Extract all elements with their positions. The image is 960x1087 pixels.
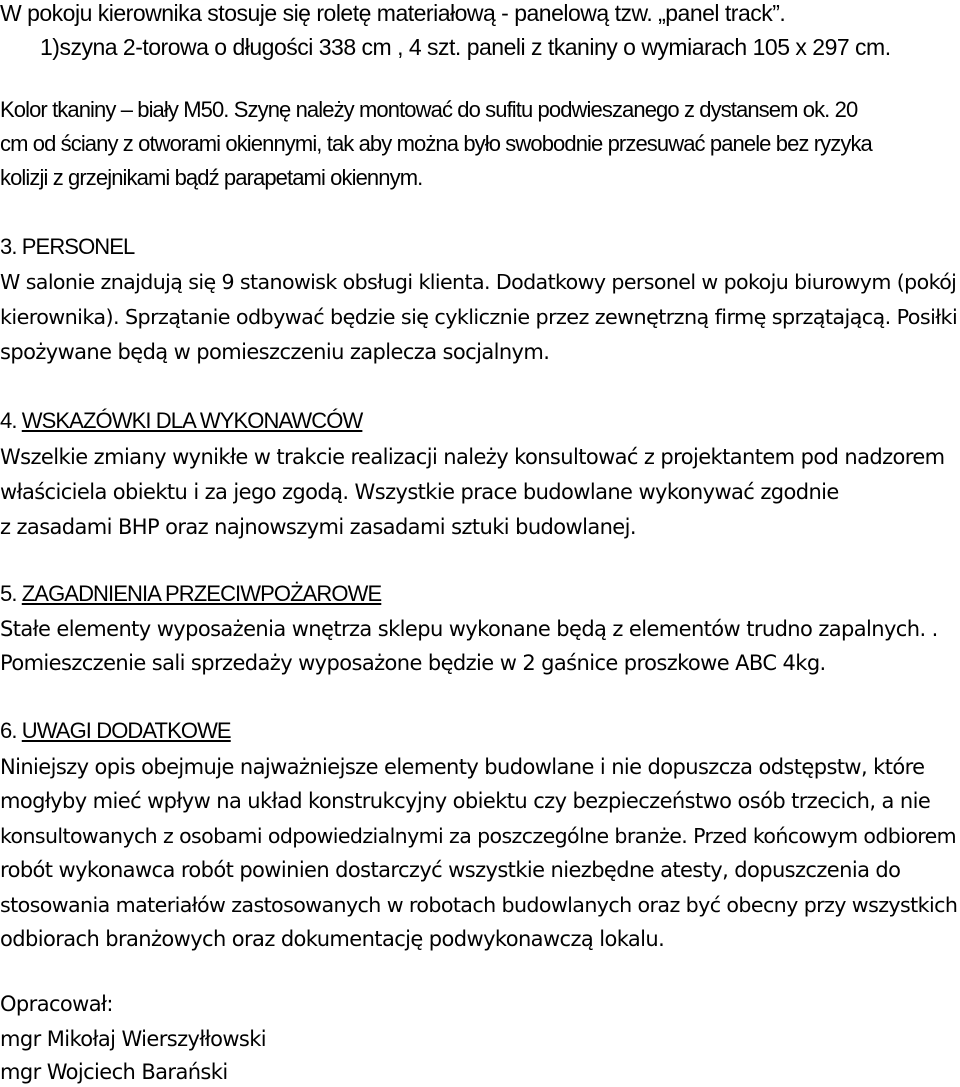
section-5-title: ZAGADNIENIA PRZECIWPOŻAROWE — [21, 581, 382, 606]
section-6-line-5: stosowania materiałów zastosowanych w robotach budowlanych oraz być obecny przy wszystkich — [0, 893, 958, 917]
section-6-line-4: robót wykonawca robót powinien dostarczyć wszystkie niezbędne atesty, dopuszczenia do — [0, 858, 901, 882]
section-6-line-1: Niniejszy opis obejmuje najważniejsze elementy budowlane i nie dopuszcza odstępstw, które — [0, 755, 925, 779]
signature-author-2: mgr Wojciech Barański — [0, 1060, 228, 1084]
section-6-heading — [0, 720, 231, 742]
section-3-number: 3. — [0, 234, 22, 259]
signature-author-1: mgr Mikołaj Wierszyłłowski — [0, 1027, 267, 1051]
section-3-heading — [0, 236, 134, 258]
section-4-line-1: Wszelkie zmiany wynikłe w trakcie realizacji należy konsultować z projektantem pod nadzorem — [0, 445, 945, 469]
section-5-number: 5. — [0, 581, 22, 606]
section-6-title: UWAGI DODATKOWE — [21, 718, 231, 743]
kolor-line-3: kolizji z grzejnikami bądź parapetami okiennym. — [0, 165, 423, 190]
section-6-line-3: konsultowanych z osobami odpowiedzialnymi za poszczególne branże. Przed końcowym odbiorem — [0, 824, 957, 848]
signature-label: Opracował: — [0, 992, 113, 1016]
section-4-heading — [0, 410, 362, 432]
kolor-line-2: cm od ściany z otworami okiennymi, tak aby można było swobodnie przesuwać panele bez ryzyka — [0, 131, 872, 156]
section-5-line-2: Pomieszczenie sali sprzedaży wyposażone będzie w 2 gaśnice proszkowe ABC 4kg. — [0, 651, 826, 675]
section-3-title: PERSONEL — [21, 234, 135, 259]
section-4-line-2: właściciela obiektu i za jego zgodą. Wszystkie prace budowlane wykonywać zgodnie — [0, 480, 839, 504]
kolor-line-1: Kolor tkaniny – biały M50. Szynę należy montować do sufitu podwieszanego z dystansem ok. 20 — [0, 97, 858, 122]
section-4-title: WSKAZÓWKI DLA WYKONAWCÓW — [21, 408, 363, 433]
section-3-line-3: spożywane będą w pomieszczeniu zaplecza socjalnym. — [0, 340, 550, 364]
section-5-line-1: Stałe elementy wyposażenia wnętrza sklepu wykonane będą z elementów trudno zapalnych. . — [0, 617, 938, 641]
section-5-heading — [0, 583, 381, 605]
intro-line-2: 1)szyna 2-torowa o długości 338 cm , 4 szt. paneli z tkaniny o wymiarach 105 x 297 cm. — [40, 34, 891, 60]
section-4-number: 4. — [0, 408, 22, 433]
intro-line-1: W pokoju kierownika stosuje się roletę materiałową - panelową tzw. „panel track”. — [0, 0, 786, 26]
section-3-line-2: kierownika). Sprzątanie odbywać będzie się cyklicznie przez zewnętrzną firmę sprzątającą. Posiłki — [0, 305, 958, 329]
section-6-line-2: mogłyby mieć wpływ na układ konstrukcyjny obiektu czy bezpieczeństwo osób trzecich, a nie — [0, 789, 931, 813]
section-6-line-6: odbiorach branżowych oraz dokumentację podwykonawczą lokalu. — [0, 927, 665, 951]
section-6-number: 6. — [0, 718, 22, 743]
section-3-line-1: W salonie znajdują się 9 stanowisk obsługi klienta. Dodatkowy personel w pokoju biurowym (pokój — [0, 270, 957, 294]
section-4-line-3: z zasadami BHP oraz najnowszymi zasadami sztuki budowlanej. — [0, 515, 636, 539]
